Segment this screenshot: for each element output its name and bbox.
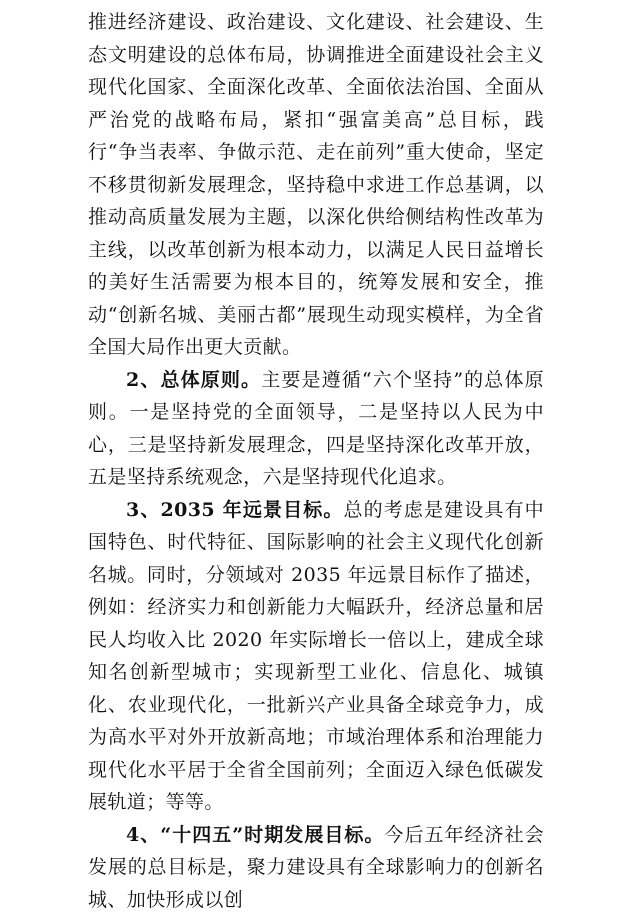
section-heading: 4、“十四五”时期发展目标。 xyxy=(126,824,384,846)
section-heading: 3、2035 年远景目标。 xyxy=(126,499,343,521)
paragraph-continuation xyxy=(88,6,544,364)
paragraph-2035-goals xyxy=(88,494,544,819)
paragraph-text: 总的考虑是建设具有中国特色、时代特征、国际影响的社会主义现代化创新名城。同时，分领域对 2035 年远景目标作了描述，例如：经济实力和创新能力大幅跃升，经济总量和居民人均收入比 2020 年实际增长一倍以上，建成全球知名创新型城市；实现新型工业化、信息化、城镇化、农业现代化，一批新兴产业具备全球竞争力，成为高水平对外开放新高地；市域治理体系和治理能力现代化水平居于全省全国前列；全面迈入绿色低碳发展轨道；等等。 xyxy=(88,499,544,814)
paragraph-text: 推进经济建设、政治建设、文化建设、社会建设、生态文明建设的总体布局，协调推进全面建设社会主义现代化国家、全面深化改革、全面依法治国、全面从严治党的战略布局，紧扣“强富美高”总目标，践行“争当表率、争做示范、走在前列”重大使命，坚定不移贯彻新发展理念，坚持稳中求进工作总基调，以推动高质量发展为主题，以深化供给侧结构性改革为主线，以改革创新为根本动力，以满足人民日益增长的美好生活需要为根本目的，统筹发展和安全，推动“创新名城、美丽古都”展现生动现实模样，为全省全国大局作出更大贡献。 xyxy=(88,11,544,358)
paragraph-14th-five-year-goals xyxy=(88,819,544,916)
paragraph-text: 主要是遵循“六个坚持”的总体原则。一是坚持党的全面领导，二是坚持以人民为中心，三是坚持新发展理念，四是坚持深化改革开放，五是坚持系统观念，六是坚持现代化追求。 xyxy=(88,369,544,489)
paragraph-text: 今后五年经济社会发展的总目标是，聚力建设具有全球影响力的创新名城、加快形成以创 xyxy=(88,824,544,911)
paragraph-overall-principles xyxy=(88,364,544,494)
section-heading: 2、总体原则。 xyxy=(126,369,261,391)
